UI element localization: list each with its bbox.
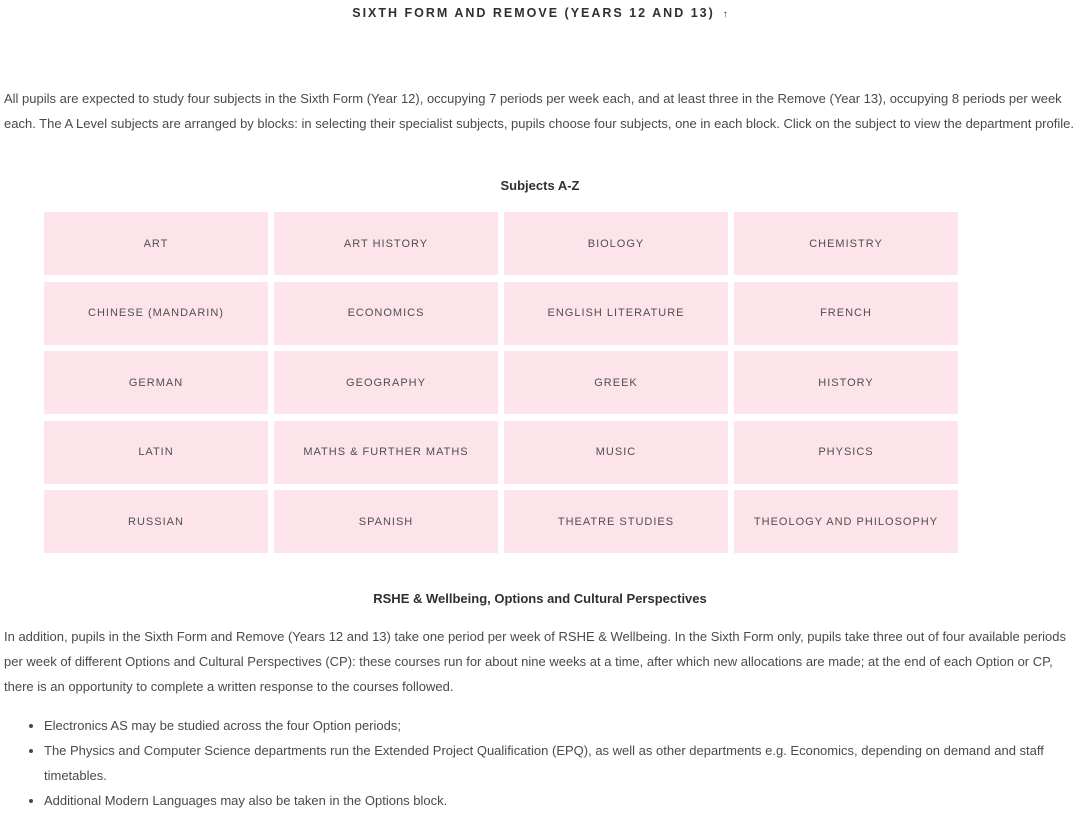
rshe-heading: RSHE & Wellbeing, Options and Cultural Perspectives [373,591,707,606]
subject-tile-french[interactable]: FRENCH [734,282,958,345]
subject-tile-chemistry[interactable]: CHEMISTRY [734,212,958,275]
subject-tile-theology-philosophy[interactable]: THEOLOGY AND PHILOSOPHY [734,490,958,553]
subjects-grid [44,212,958,553]
subjects-heading: Subjects A-Z [500,178,580,193]
list-item: • The Physics and Computer Science departments run the Extended Project Qualification (EPQ), as well as other departments e.g. Economics, depending on demand and staff timetables. [44,738,1080,788]
subject-tile-history[interactable]: HISTORY [734,351,958,414]
subject-tile-music[interactable]: MUSIC [504,421,728,484]
subject-tile-spanish[interactable]: SPANISH [274,490,498,553]
subject-tile-physics[interactable]: PHYSICS [734,421,958,484]
subject-tile-geography[interactable]: GEOGRAPHY [274,351,498,414]
subject-tile-biology[interactable]: BIOLOGY [504,212,728,275]
subject-tile-german[interactable]: GERMAN [44,351,268,414]
arrow-up-icon[interactable]: ↑ [722,9,728,20]
subject-tile-greek[interactable]: GREEK [504,351,728,414]
subject-tile-art[interactable]: ART [44,212,268,275]
subject-tile-art-history[interactable]: ART HISTORY [274,212,498,275]
rshe-paragraph: In addition, pupils in the Sixth Form and Remove (Years 12 and 13) take one period per week of RSHE & Wellbeing. In the Sixth Form only, pupils take three out of four available periods per week of different Options and Cultural Perspectives (CP): these courses run for about nine weeks at a time, after which new allocations are made; at the end of each Option or CP, there is an opportunity to complete a written response to the courses followed. [4,629,1067,694]
subject-tile-chinese[interactable]: CHINESE (MANDARIN) [44,282,268,345]
subject-tile-maths[interactable]: MATHS & FURTHER MATHS [274,421,498,484]
subject-tile-economics[interactable]: ECONOMICS [274,282,498,345]
section-title: SIXTH FORM AND REMOVE (YEARS 12 AND 13) [352,6,715,20]
subject-tile-russian[interactable]: RUSSIAN [44,490,268,553]
subject-tile-english-literature[interactable]: ENGLISH LITERATURE [504,282,728,345]
section-header[interactable] [0,6,1080,20]
options-list [24,713,1080,813]
subject-tile-latin[interactable]: LATIN [44,421,268,484]
subject-tile-theatre-studies[interactable]: THEATRE STUDIES [504,490,728,553]
intro-paragraph: All pupils are expected to study four subjects in the Sixth Form (Year 12), occupying 7 periods per week each, and at least three in the Remove (Year 13), occupying 8 periods per week each. The A Level subjects are arranged by blocks: in selecting their specialist subjects, pupils choose four subjects, one in each block. Click on the subject to view the department profile. [4,91,1074,131]
list-item: • Electronics AS may be studied across the four Option periods; [44,713,1080,738]
list-item: • Additional Modern Languages may also be taken in the Options block. [44,788,1080,813]
